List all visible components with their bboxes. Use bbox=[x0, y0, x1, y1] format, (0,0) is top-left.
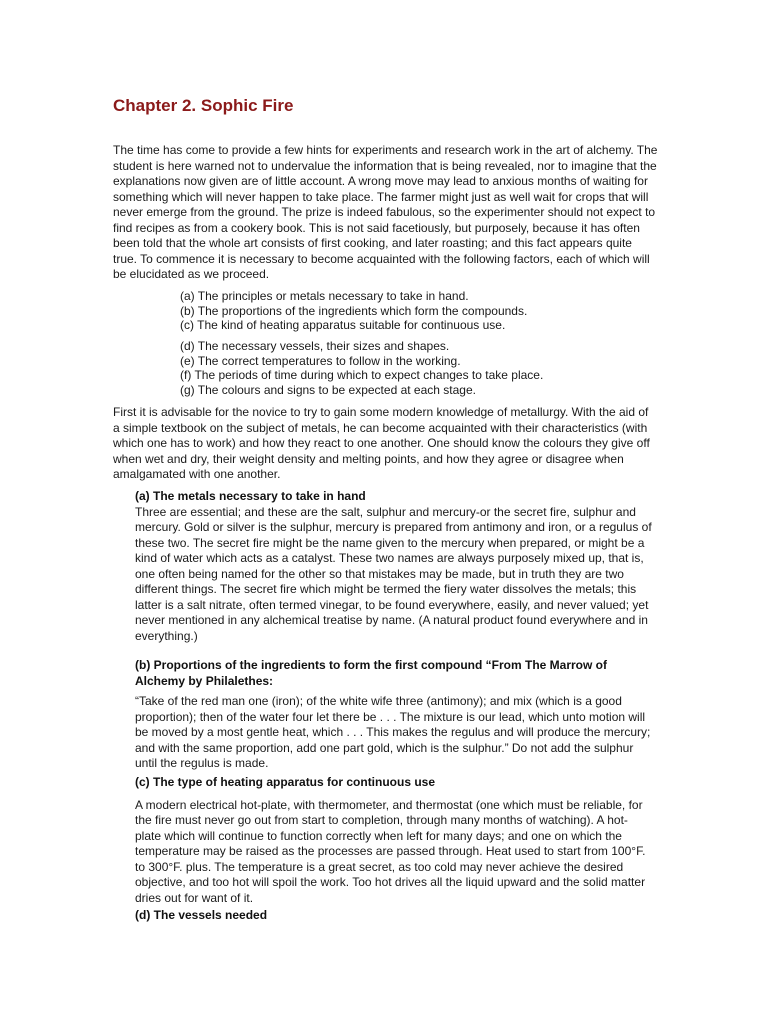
factor-item: (d) The necessary vessels, their sizes and shapes. bbox=[180, 339, 450, 353]
factor-item: (a) The principles or metals necessary to take in hand. bbox=[180, 289, 469, 303]
section-body: A modern electrical hot-plate, with thermometer, and thermostat (one which must be reliable, for the fire must never go out from start to completion, through many months of watching). A hot-plate which will continue to function correctly when left for many days; and one on which the temperature may be raised as the processes are passed through. Heat used to start from 100°F. to 300°F. plus. The temperature is a great secret, as too cold may never achieve the desired objective, and too hot will spoil the work. Too hot drives all the liquid upward and the solid matter dries out for want of it. bbox=[135, 797, 646, 905]
metallurgy-paragraph: First it is advisable for the novice to try to gain some modern knowledge of metallurgy. With the aid of a simple textbook on the subject of metals, he can become acquainted with their characteristics (with which one has to work) and how they react to one another. One should know the colours they give off when wet and dry, their weight density and melting points, and how they agree or disagree when amalgamated with one another. bbox=[113, 405, 650, 481]
section-vessels bbox=[135, 908, 653, 924]
section-body: “Take of the red man one (iron); of the white wife three (antimony); and mix (which is a good proportion); then of the water four let there be . . . The mixture is our lead, which unto motion will be moved by a most gentle heat, which . . . This makes the regulus and will produce the mercury; and with the same proportion, add one part gold, which is the sulphur.” Do not add the sulphur until the regulus is made. bbox=[135, 694, 651, 770]
section-heading: (d) The vessels needed bbox=[135, 908, 268, 922]
factor-item: (e) The correct temperatures to follow in the working. bbox=[180, 353, 461, 368]
section-heading: (c) The type of heating apparatus for continuous use bbox=[135, 775, 436, 789]
section-proportions bbox=[135, 658, 653, 772]
factor-item: (g) The colours and signs to be expected at each stage. bbox=[180, 382, 476, 397]
section-body: Three are essential; and these are the salt, sulphur and mercury-or the secret fire, sulphur and mercury. Gold or silver is the sulphur, mercury is prepared from antimony and iron, or a regulus of these two. The secret fire might be the name given to the mercury when prepared, or might be a kind of water which acts as a catalyst. These two names are always purposely mixed up, that is, one often being named for the other so that mistakes may be made, but in truth they are two different things. The secret fire which might be termed the fiery water dissolves the metals; this latter is a salt nitrate, often termed vinegar, to be found everywhere, easily, and never valued; yet never mentioned in any alchemical treatise by name. (A natural product found everywhere and in everything.) bbox=[135, 504, 652, 643]
factor-item: (f) The periods of time during which to expect changes to take place. bbox=[180, 368, 544, 382]
intro-paragraph: The time has come to provide a few hints for experiments and research work in the art of alchemy. The student is here warned not to undervalue the information that is being revealed, nor to imagine that the explanations now given are of little account. A wrong move may lead to anxious months of waiting for something which will never happen to take place. The farmer might just as well wait for crops that will never emerge from the ground. The prize is indeed fabulous, so the experimenter should not expect to find recipes as from a cookery book. This is not said facetiously, but purposely, because it has often been told that the whole art consists of first cooking, and later roasting; and this fact appears quite true. To commence it is necessary to become acquainted with the following factors, each of which will be elucidated as we proceed. bbox=[113, 143, 658, 281]
section-metals bbox=[135, 489, 653, 644]
factor-item: (b) The proportions of the ingredients which form the compounds. bbox=[180, 303, 528, 318]
factor-item: (c) The kind of heating apparatus suitable for continuous use. bbox=[180, 318, 506, 332]
section-heading: (b) Proportions of the ingredients to form the first compound “From The Marrow of Alchemy by Philalethes: bbox=[135, 658, 607, 688]
factor-list-group-2 bbox=[180, 339, 650, 397]
section-heating-apparatus bbox=[135, 775, 653, 906]
section-heading: (a) The metals necessary to take in hand bbox=[135, 489, 366, 503]
chapter-title: Chapter 2. Sophic Fire bbox=[113, 96, 294, 115]
factor-list-group-1 bbox=[180, 289, 650, 333]
